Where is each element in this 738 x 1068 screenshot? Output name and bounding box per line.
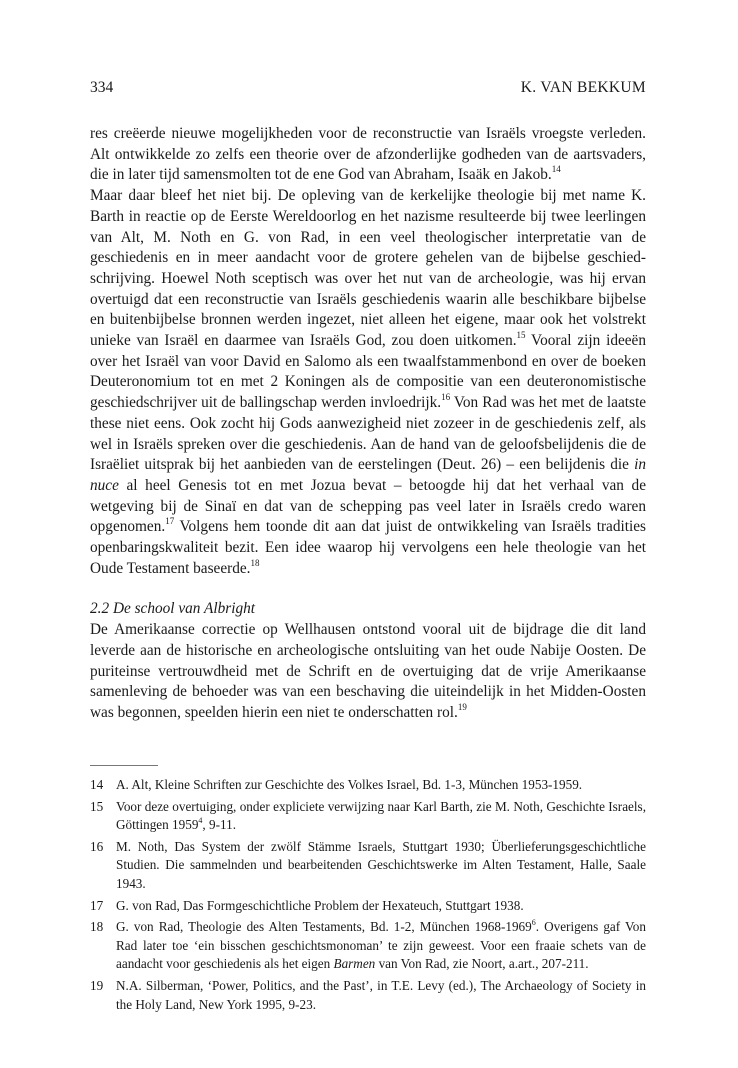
paragraph-2: Maar daar bleef het niet bij. De opleving van de kerkelijke theologie bij met name K. Barth in reactie op de Eerste Wereldoorlog en het nazisme resulteerde bij twee leerlingen van Alt, M. Noth en G. von Rad, in een veel theologischer interpretatie van de geschiedenis en in meer aandacht voor de grotere gehelen van de bijbelse geschiedschrijving. Hoewel Noth sceptisch was over het nut van de archeologie, was hij ervan overtuigd dat een reconstructie van Israëls geschiedenis waarin alle beschikbare bijbelse en buitenbijbelse bronnen werden ingezet, niet alleen het eigene, maar ook het volstrekt unieke van Israël en daarmee van Israëls God, zou doen uitkomen.$^{15}$ Vooral zijn ideeën over het Israël van voor David en Salomo als een twaalfstammenbond en over de boeken Deuteronomium tot en met 2 Koningen als de compositie van een deuteronomistische geschiedschrijver uit de ballingschap werden invloedrijk.$^{16}$ Von Rad was het met de laatste these niet eens. Ook zocht hij Gods aanwezigheid niet zozeer in de geschiedenis zelf, als wel in Israëls spreken over die geschiedenis. Aan de hand van de geloofsbelijdenis die de Israëliet uitsprak bij het aanbieden van de eerstelingen (Deut. 26) – een belijdenis die in nuce al heel Genesis tot en met Jozua bevat – betoogde hij dat het verhaal van de wetgeving bij de Sinaï en dat van de schepping pas veel later in Israëls credo waren opgenomen.$^{17}$ Volgens hem toonde dit aan dat juist de ontwikkeling van Israëls tradities openbaringskwaliteit bezit. Een idee waarop hij vervolgens een hele theologie van het Oude Testament baseerde.$^{18}$ [90,187,646,577]
footnote-number: 18 [90,919,104,935]
paragraph-3: De Amerikaanse correctie op Wellhausen ontstond vooral uit de bijdrage die dit land leverde aan de historische en archeologische ontsluiting van het oude Nabije Oosten. De puriteinse vertrouwdheid met de Schrift en de overtuiging dat de vrije Amerikaanse samenleving de behoeder was van een beschaving die uiteindelijk in het Midden-Oosten was begonnen, speelden hierin een niet te onderschatten rol.$^{19}$ [90,621,646,721]
footnote-19: 19 N.A. Silberman, ‘Power, Politics, and the Past’, in T.E. Levy (ed.), The Archaeology of Society in the Holy Land, New York 1995, 9-23. [90,977,646,1012]
footnote-17: 17 G. von Rad, Das Formgeschichtliche Problem der Hexateuch, Stuttgart 1938. [90,897,646,916]
footnote-15: 15 Voor deze overtuiging, onder expliciete verwijzing naar Karl Barth, zie M. Noth, Geschichte Israels, Göttingen 1959$^4$, 9-11. [90,798,646,833]
section-heading: 2.2 De school van Albright [90,600,255,618]
italic-phrase: in nuce [90,456,646,494]
footnote-number: 19 [90,977,104,993]
footnote-divider [90,765,158,766]
running-head-author: K. VAN BEKKUM [520,79,646,96]
footnotes [90,776,646,1017]
footnote-ref-14[interactable]: 14 [551,164,561,175]
footnote-ref-16[interactable]: 16 [441,392,451,403]
footnote-14: 14 A. Alt, Kleine Schriften zur Geschichte des Volkes Israel, Bd. 1-3, München 1953-1959. [90,776,646,795]
footnote-ref-19[interactable]: 19 [457,701,467,712]
footnote-ref-15[interactable]: 15 [516,329,526,340]
page-number: 334 [90,79,114,96]
footnote-ref-17[interactable]: 17 [165,516,175,527]
footnote-18: 18 G. von Rad, Theologie des Alten Testaments, Bd. 1-2, München 1968-1969$^6$. Overigens gaf Von Rad later toe ‘ein bisschen geschichtsmonoman’ te zijn geweest. Voor een fraaie schets van de aandacht voor geschiedenis als het eigen Barmen van Von Rad, zie Noort, a.art., 207-211. [90,917,646,972]
footnote-number: 15 [90,798,104,814]
footnote-number: 16 [90,838,104,854]
footnote-ref-18[interactable]: 18 [250,557,260,568]
main-text [90,124,646,724]
paragraph-1: res creëerde nieuwe mogelijkheden voor de reconstructie van Israëls vroegste verleden. Alt ontwikkelde zo zelfs een theorie over de afzonderlijke godheden van de aartsvaders, die in later tijd samensmolten tot de ene God van Abraham, Isaäk en Jakob.$^{14}$ [90,125,646,184]
footnote-number: 14 [90,777,104,792]
footnote-number: 17 [90,897,104,913]
footnote-16: 16 M. Noth, Das System der zwölf Stämme Israels, Stuttgart 1930; Überlieferungsgeschichtliche Studien. Die sammelnden und bearbeitenden Geschichtswerke im Alten Testament, Halle, Saale 1943. [90,838,646,891]
